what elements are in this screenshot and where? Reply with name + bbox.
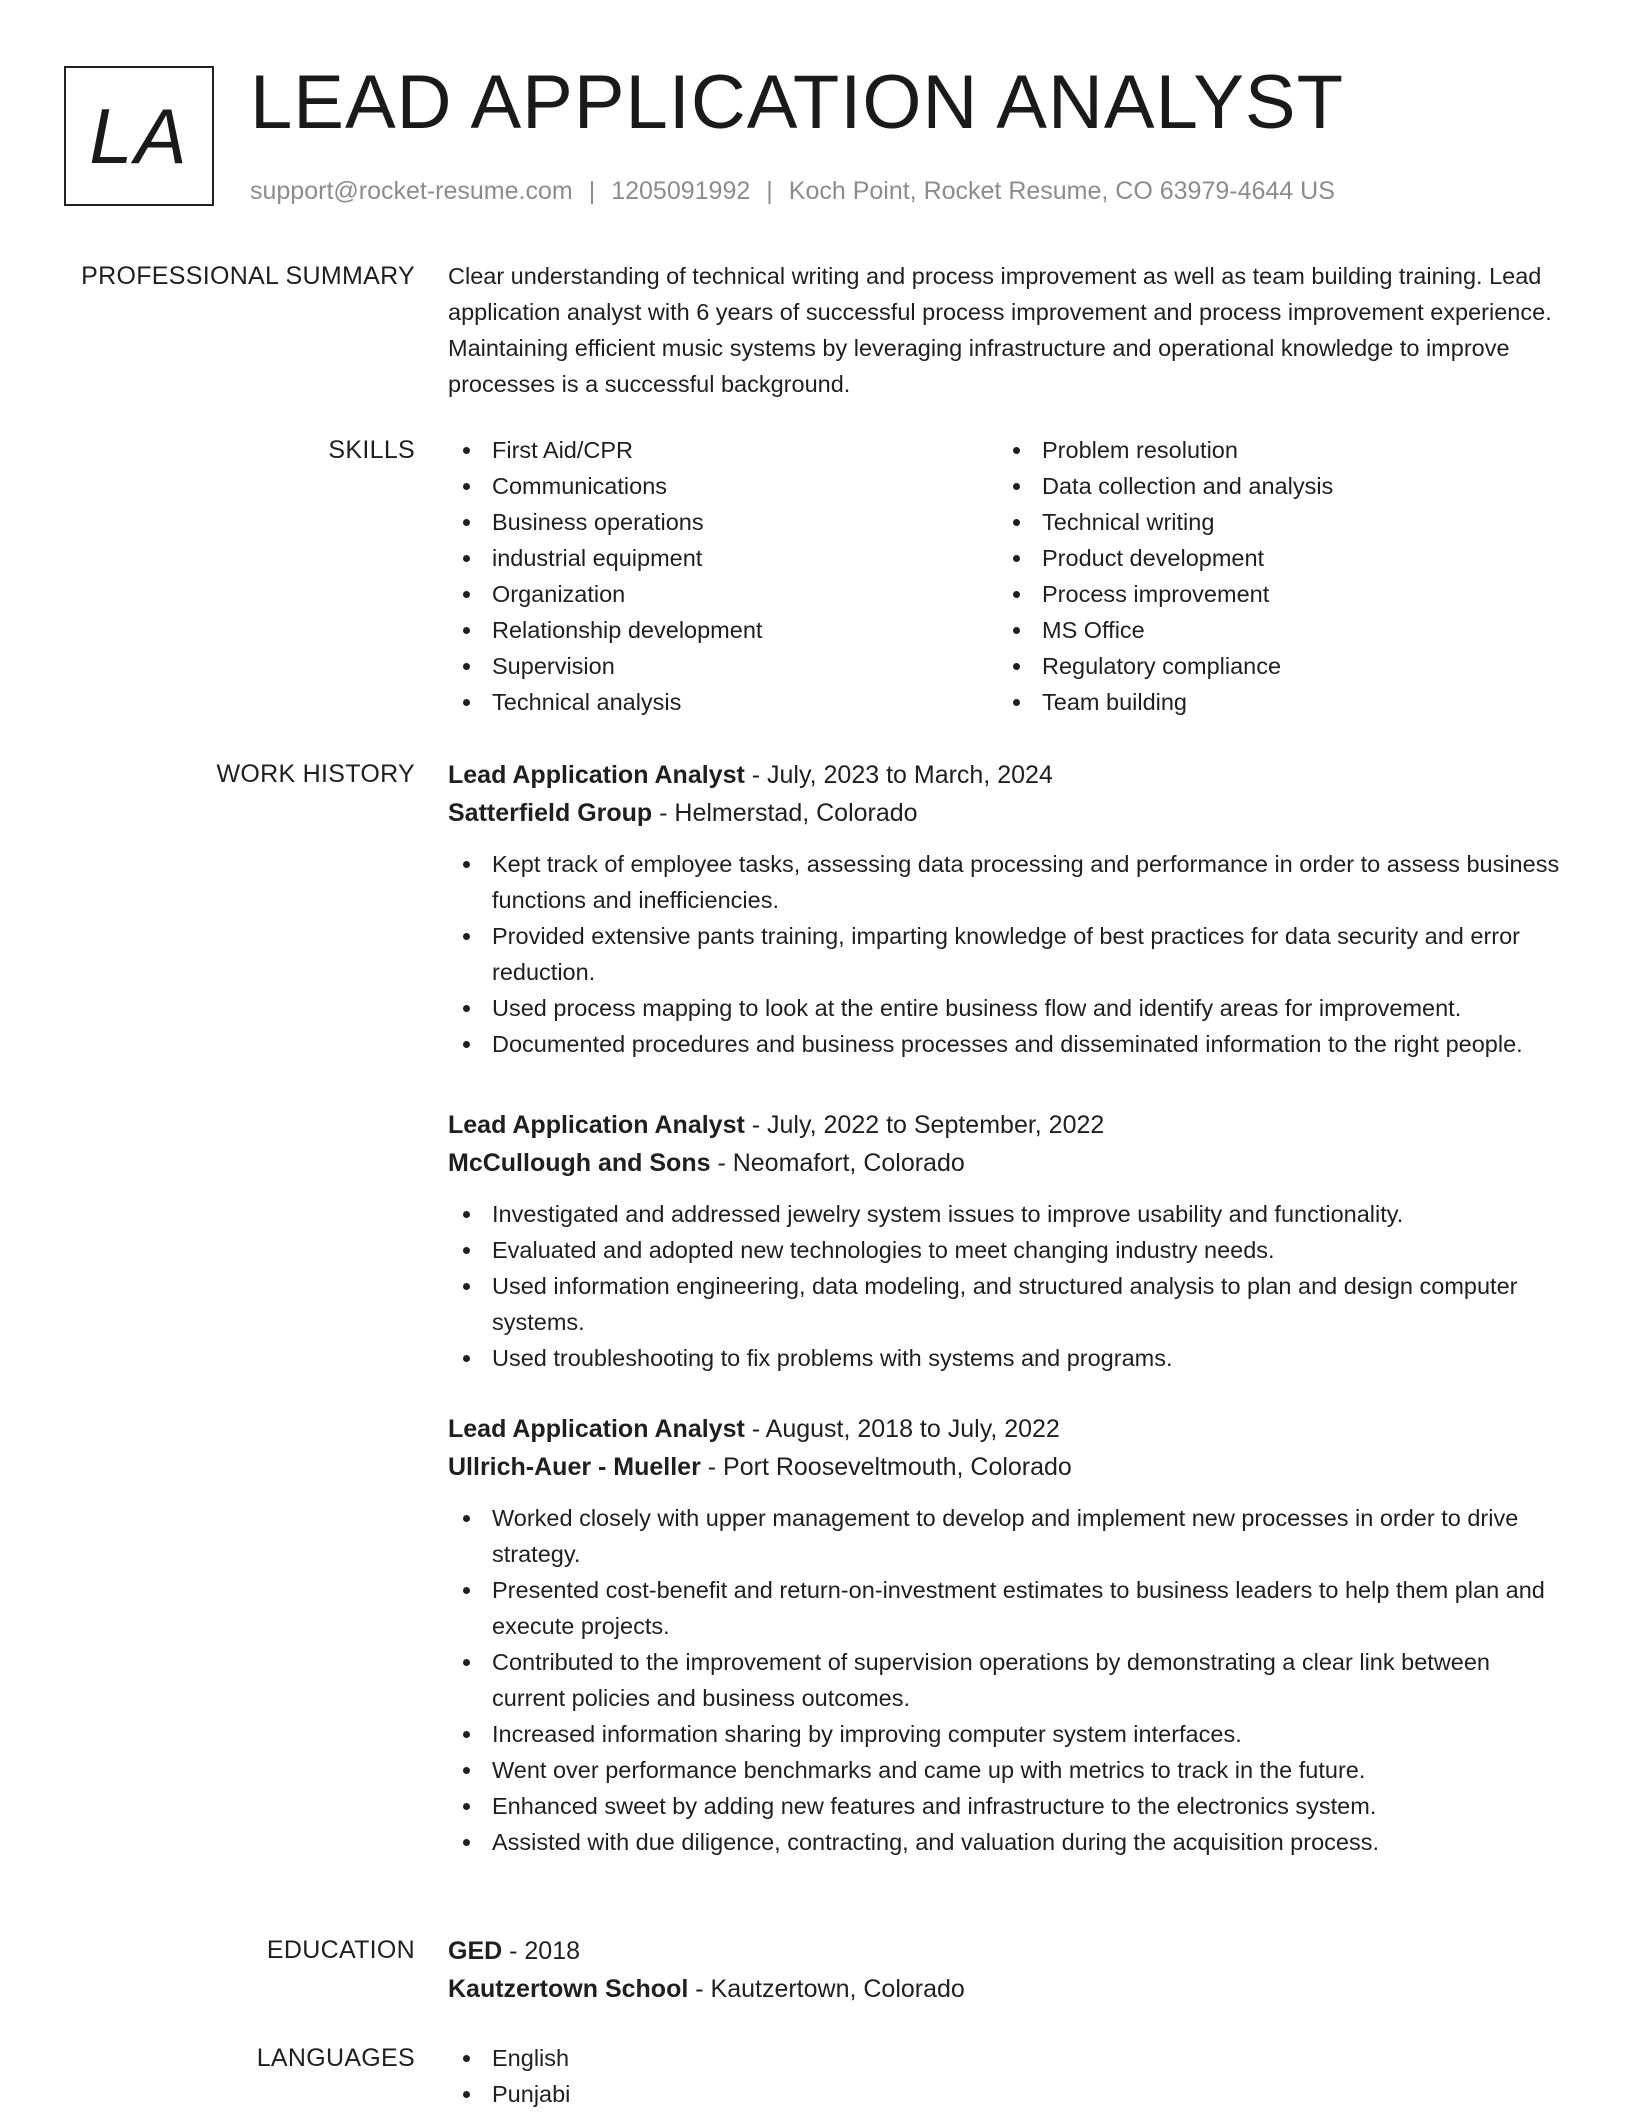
job-bullet: Contributed to the improvement of supervision operations by demonstrating a clear link between current policies and business outcomes. — [448, 1644, 1568, 1716]
skill-item: Relationship development — [448, 612, 998, 648]
job-dates: - August, 2018 to July, 2022 — [744, 1415, 1060, 1443]
contact-separator: | — [766, 177, 773, 205]
job-bullet: Investigated and addressed jewelry system issues to improve usability and functionality. — [448, 1196, 1568, 1232]
skill-item: Data collection and analysis — [998, 468, 1548, 504]
job-bullets — [448, 1500, 1568, 1860]
job-entry — [448, 756, 1568, 1062]
education-school-line — [448, 1970, 1568, 2008]
education-degree: GED — [448, 1937, 503, 1965]
skill-item: Regulatory compliance — [998, 648, 1548, 684]
section-title-skills: SKILLS — [328, 436, 415, 464]
job-bullet: Used process mapping to look at the entire business flow and identify areas for improvement. — [448, 990, 1568, 1026]
job-entry — [448, 1106, 1568, 1376]
job-bullet: Evaluated and adopted new technologies to meet changing industry needs. — [448, 1232, 1568, 1268]
skills-columns — [448, 432, 1568, 720]
job-entry — [448, 1410, 1568, 1860]
job-company: McCullough and Sons — [448, 1149, 711, 1177]
skill-item: MS Office — [998, 612, 1548, 648]
job-dates: - July, 2023 to March, 2024 — [744, 761, 1053, 789]
skill-item: Technical analysis — [448, 684, 998, 720]
skills-body — [448, 432, 1568, 720]
job-bullet: Used troubleshooting to fix problems with systems and programs. — [448, 1340, 1568, 1376]
job-bullet: Presented cost-benefit and return-on-investment estimates to business leaders to help them plan and execute projects. — [448, 1572, 1568, 1644]
contact-line — [250, 174, 1335, 208]
skill-item: Product development — [998, 540, 1548, 576]
skill-item: Business operations — [448, 504, 998, 540]
skill-item: Problem resolution — [998, 432, 1548, 468]
monogram-initials: LA — [89, 91, 189, 180]
section-title-summary: PROFESSIONAL SUMMARY — [81, 262, 415, 290]
job-role: Lead Application Analyst — [448, 761, 745, 789]
job-bullet: Provided extensive pants training, imparting knowledge of best practices for data security and error reduction. — [448, 918, 1568, 990]
monogram — [64, 66, 214, 206]
skill-item: Technical writing — [998, 504, 1548, 540]
job-company-line — [448, 1144, 1568, 1182]
job-bullet: Went over performance benchmarks and came up with metrics to track in the future. — [448, 1752, 1568, 1788]
job-company-line — [448, 1448, 1568, 1486]
skill-item: Supervision — [448, 648, 998, 684]
job-bullet: Kept track of employee tasks, assessing data processing and performance in order to assess business functions and inefficiencies. — [448, 846, 1568, 918]
summary-text: Clear understanding of technical writing and process improvement as well as team building training. Lead application analyst with 6 years of successful process improvement and process improvement experience. Maintaining efficient music systems by leveraging infrastructure and operational knowledge to improve processes is a successful background. — [448, 263, 1552, 397]
skill-item: Communications — [448, 468, 998, 504]
job-title-line — [448, 1410, 1568, 1448]
education-location: - Kautzertown, Colorado — [688, 1975, 965, 2003]
section-title-education: EDUCATION — [266, 1936, 415, 1964]
skill-item: industrial equipment — [448, 540, 998, 576]
job-title-line — [448, 756, 1568, 794]
language-item: Punjabi — [448, 2076, 1568, 2112]
job-bullet: Enhanced sweet by adding new features and infrastructure to the electronics system. — [448, 1788, 1568, 1824]
job-bullet: Documented procedures and business processes and disseminated information to the right people. — [448, 1026, 1568, 1062]
skill-item: Organization — [448, 576, 998, 612]
job-bullet: Increased information sharing by improving computer system interfaces. — [448, 1716, 1568, 1752]
education-year: - 2018 — [502, 1937, 581, 1965]
skill-item: Process improvement — [998, 576, 1548, 612]
job-location: - Neomafort, Colorado — [710, 1149, 965, 1177]
job-location: - Port Rooseveltmouth, Colorado — [700, 1453, 1072, 1481]
job-company: Ullrich-Auer - Mueller — [448, 1453, 701, 1481]
skills-list-right — [998, 432, 1548, 720]
job-company: Satterfield Group — [448, 799, 653, 827]
education-degree-line — [448, 1932, 1568, 1970]
section-title-work: WORK HISTORY — [216, 760, 415, 788]
language-item: English — [448, 2040, 1568, 2076]
job-bullets — [448, 1196, 1568, 1376]
education-school: Kautzertown School — [448, 1975, 689, 2003]
contact-email: support@rocket-resume.com — [250, 177, 573, 205]
job-company-line — [448, 794, 1568, 832]
section-title-languages: LANGUAGES — [256, 2044, 415, 2072]
job-role: Lead Application Analyst — [448, 1415, 745, 1443]
job-bullet: Used information engineering, data modeling, and structured analysis to plan and design computer systems. — [448, 1268, 1568, 1340]
job-location: - Helmerstad, Colorado — [652, 799, 918, 827]
skills-list-left — [448, 432, 998, 720]
job-dates: - July, 2022 to September, 2022 — [744, 1111, 1105, 1139]
summary-body — [448, 258, 1568, 402]
skill-item: Team building — [998, 684, 1548, 720]
education-body — [448, 1932, 1568, 2008]
contact-address: Koch Point, Rocket Resume, CO 63979-4644 US — [788, 177, 1335, 205]
job-title-line — [448, 1106, 1568, 1144]
contact-phone: 1205091992 — [611, 177, 751, 205]
job-role: Lead Application Analyst — [448, 1111, 745, 1139]
job-bullet: Assisted with due diligence, contracting, and valuation during the acquisition process. — [448, 1824, 1568, 1860]
job-bullets — [448, 846, 1568, 1062]
languages-list — [448, 2040, 1568, 2112]
job-bullet: Worked closely with upper management to develop and implement new processes in order to drive strategy. — [448, 1500, 1568, 1572]
resume-title: LEAD APPLICATION ANALYST — [250, 60, 1345, 145]
contact-separator: | — [588, 177, 596, 205]
work-body — [448, 756, 1568, 1860]
skill-item: First Aid/CPR — [448, 432, 998, 468]
languages-body — [448, 2040, 1568, 2112]
